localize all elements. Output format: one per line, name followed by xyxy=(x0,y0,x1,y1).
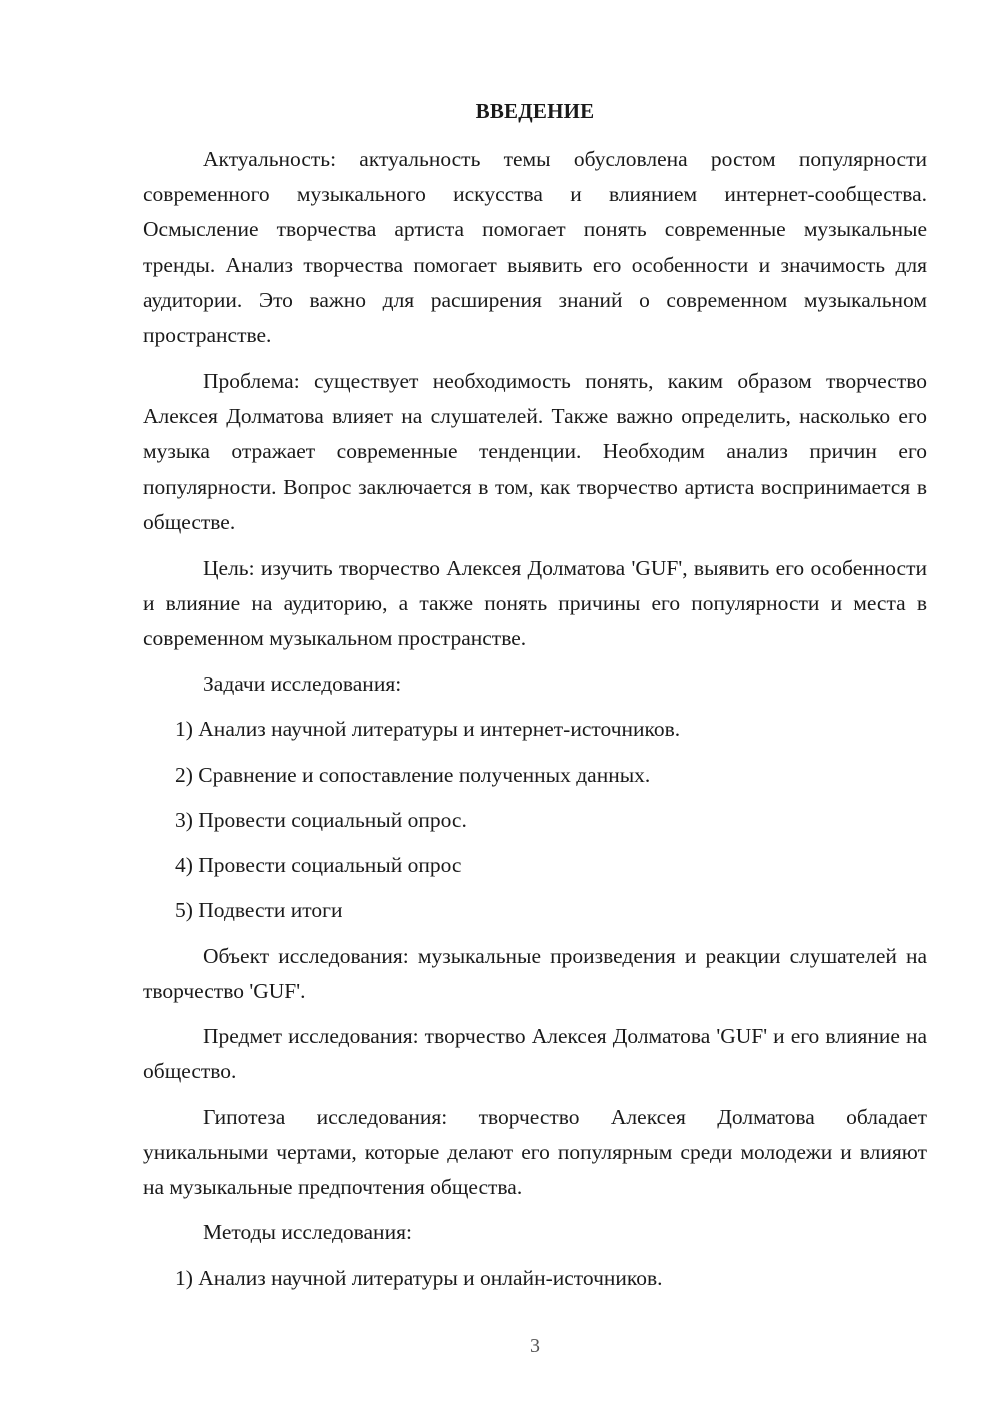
goal-paragraph: Цель: изучить творчество Алексея Долматова 'GUF', выявить его особенности и влияние на аудиторию, а также понять причины его популярности и места в современном музыкальном пространстве. xyxy=(143,556,927,651)
task-item: 4) Провести социальный опрос xyxy=(175,853,462,877)
document-page xyxy=(143,0,927,1414)
method-item: 1) Анализ научной литературы и онлайн-источников. xyxy=(175,1266,663,1290)
page-number: 3 xyxy=(530,1335,540,1357)
relevance-paragraph: Актуальность: актуальность темы обусловлена ростом популярности современного музыкального искусства и влиянием интернет-сообщества. Осмысление творчества артиста помогает понять современные музыкальные тренды. Анализ творчества помогает выявить его особенности и значимость для аудитории. Это важно для расширения знаний о современном музыкальном пространстве. xyxy=(143,147,927,348)
task-item: 1) Анализ научной литературы и интернет-источников. xyxy=(175,717,681,741)
object-paragraph: Объект исследования: музыкальные произведения и реакции слушателей на творчество 'GUF'. xyxy=(143,944,927,1004)
page-title: ВВЕДЕНИЕ xyxy=(475,99,595,123)
tasks-heading: Задачи исследования: xyxy=(203,672,402,696)
problem-paragraph: Проблема: существует необходимость понять, каким образом творчество Алексея Долматова влияет на слушателей. Также важно определить, насколько его музыка отражает современные тенденции. Необходим анализ причин его популярности. Вопрос заключается в том, как творчество артиста воспринимается в обществе. xyxy=(143,369,927,534)
task-item: 5) Подвести итоги xyxy=(175,898,343,922)
subject-paragraph: Предмет исследования: творчество Алексея Долматова 'GUF' и его влияние на общество. xyxy=(143,1024,927,1084)
hypothesis-paragraph: Гипотеза исследования: творчество Алексея Долматова обладает уникальными чертами, которые делают его популярным среди молодежи и влияют на музыкальные предпочтения общества. xyxy=(143,1105,927,1200)
task-item: 2) Сравнение и сопоставление полученных данных. xyxy=(175,763,651,787)
task-item: 3) Провести социальный опрос. xyxy=(175,808,467,832)
methods-heading: Методы исследования: xyxy=(203,1220,412,1244)
